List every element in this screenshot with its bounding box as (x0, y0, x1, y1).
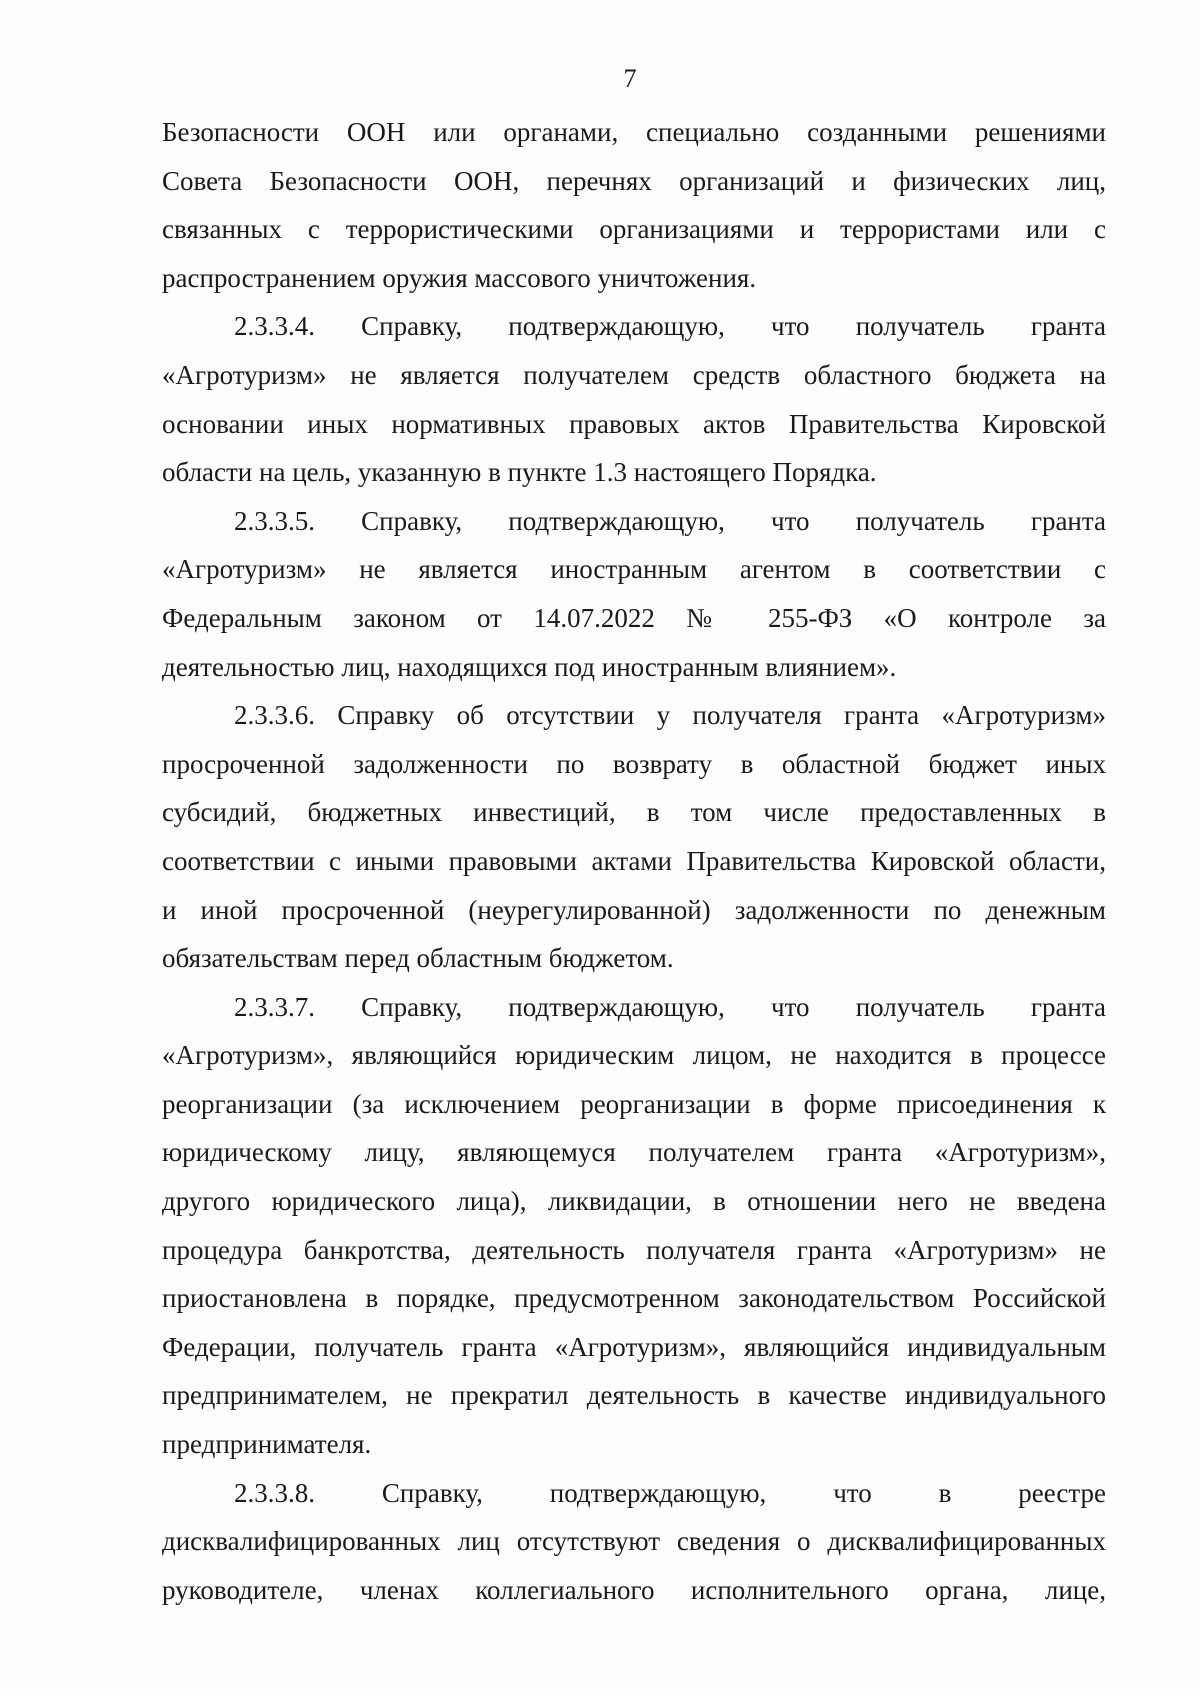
text-line: 2.3.3.7. Справку, подтверждающую, что получатель гранта (234, 991, 1106, 1022)
paragraph-2-3-3-8 (162, 1469, 1106, 1615)
text-line: «Агротуризм» не является иностранным агентом в соответствии с (162, 554, 1106, 585)
text-line: процедура банкротства, деятельность получателя гранта «Агротуризм» не (162, 1234, 1106, 1265)
text-line: Федерации, получатель гранта «Агротуризм», являющийся индивидуальным (162, 1331, 1106, 1362)
text-line: «Агротуризм», являющийся юридическим лицом, не находится в процессе (162, 1040, 1106, 1071)
text-line: субсидий, бюджетных инвестиций, в том числе предоставленных в (162, 797, 1106, 828)
text-line: 2.3.3.5. Справку, подтверждающую, что получатель гранта (234, 505, 1106, 536)
paragraph-2-3-3-6 (162, 691, 1106, 983)
paragraph-2-3-3-7 (162, 983, 1106, 1469)
text-line: 2.3.3.6. Справку об отсутствии у получателя гранта «Агротуризм» (234, 700, 1106, 731)
text-line: Федеральным законом от 14.07.2022 № 255-ФЗ «О контроле за (162, 602, 1106, 633)
text-line: юридическому лицу, являющемуся получателем гранта «Агротуризм», (162, 1137, 1106, 1168)
text-line: 2.3.3.8. Справку, подтверждающую, что в реестре (234, 1477, 1106, 1508)
text-line: связанных с террористическими организациями и террористами или с (162, 214, 1106, 245)
paragraph-2-3-3-5 (162, 497, 1106, 691)
text-line: 2.3.3.4. Справку, подтверждающую, что получатель гранта (234, 311, 1106, 342)
text-line: основании иных нормативных правовых актов Правительства Кировской (162, 408, 1106, 439)
text-line: распространением оружия массового уничтожения. (162, 262, 757, 293)
text-line: предпринимателем, не прекратил деятельность в качестве индивидуального (162, 1380, 1106, 1411)
text-line: дисквалифицированных лиц отсутствуют сведения о дисквалифицированных (162, 1526, 1106, 1557)
text-line: Безопасности ООН или органами, специально созданными решениями (162, 117, 1106, 147)
text-line: обязательствам перед областным бюджетом. (162, 943, 674, 974)
page-number: 7 (623, 64, 637, 93)
text-line: приостановлена в порядке, предусмотренном законодательством Российской (162, 1283, 1106, 1314)
paragraph-2-3-3-4 (162, 302, 1106, 496)
text-line: соответствии с иными правовыми актами Правительства Кировской области, (162, 845, 1106, 876)
text-line: предпринимателя. (162, 1429, 372, 1460)
text-line: реорганизации (за исключением реорганизации в форме присоединения к (162, 1088, 1106, 1119)
text-line: деятельностью лиц, находящихся под иностранным влиянием». (162, 651, 897, 682)
text-line: «Агротуризм» не является получателем средств областного бюджета на (162, 359, 1106, 390)
paragraph-continuation (162, 108, 1106, 302)
text-line: Совета Безопасности ООН, перечнях организаций и физических лиц, (162, 165, 1106, 196)
text-line: и иной просроченной (неурегулированной) задолженности по денежным (162, 894, 1106, 925)
text-line: другого юридического лица), ликвидации, в отношении него не введена (162, 1186, 1106, 1217)
text-line: просроченной задолженности по возврату в областной бюджет иных (162, 748, 1106, 779)
text-line: руководителе, членах коллегиального исполнительного органа, лице, (162, 1574, 1106, 1605)
document-body (162, 108, 1106, 1614)
text-line: области на цель, указанную в пункте 1.3 настоящего Порядка. (162, 457, 877, 488)
